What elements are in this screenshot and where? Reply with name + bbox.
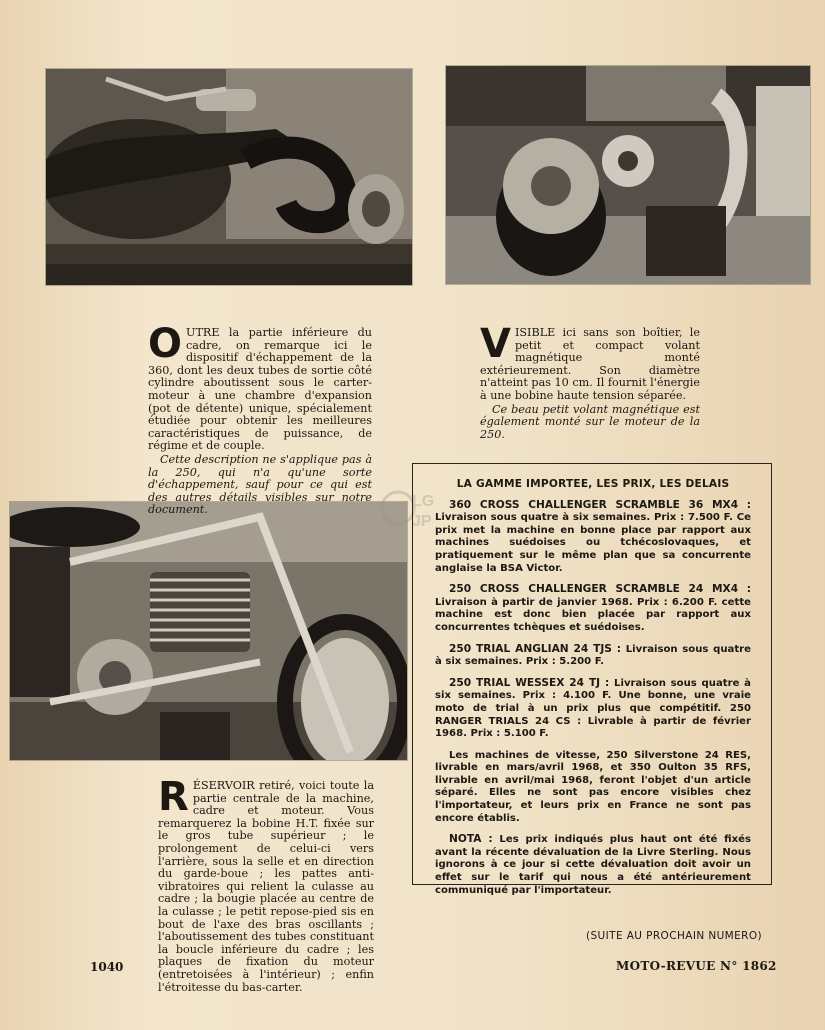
caption-frame-body: RÉSERVOIR retiré, voici toute la partie centrale de la machine, cadre et moteur. Vous remarquerez la bobine H.T. fixée sur le gros tube supérieur ; le prolongement de celui-ci vers l'arrière, sous la selle et en direction du garde-boue ; les pattes anti-vibratoires qui relient la culasse au cadre ; la bougie placée au centre de la culasse ; le petit repose-pied sis en bout de l'axe des bras oscillants ; l'aboutissement des tubes constituant la boucle inférieure du cadre ; les plaques de fixation du moteur (entretoisées à l'intérieur) ; enfin l'étroitesse du bas-carter. <box>158 774 374 994</box>
continued-notice: (SUITE AU PROCHAIN NUMERO) <box>586 930 763 942</box>
caption-exhaust-note: Cette description ne s'applique pas à la 250, qui n'a qu'une sorte d'échappement, sauf pour ce qui est des autres détails visibles sur notre document. <box>148 452 372 517</box>
caption-exhaust-body: OUTRE la partie inférieure du cadre, on remarque ici le dispositif d'échappement de la 360, dont les deux tubes de sortie côté cylindre aboutissent sous le carter-moteur à une chambre d'expansion (pot de détente) unique, spécialement étudiée pour obtenir les meilleures caractéristiques de puissance, de régime et de couple. <box>148 321 372 453</box>
price-box-title: LA GAMME IMPORTEE, LES PRIX, LES DELAIS <box>456 478 730 490</box>
photo-frame-engine <box>10 502 407 760</box>
caption-magneto <box>480 321 700 441</box>
caption-frame <box>158 774 374 994</box>
photo-exhaust <box>46 69 412 285</box>
magazine-issue: MOTO-REVUE N° 1862 <box>616 959 777 973</box>
page-number: 1040 <box>90 960 124 974</box>
caption-magneto-body: VISIBLE ici sans son boîtier, le petit et compact volant magnétique monté extérieurement. Son diamètre n'atteint pas 10 cm. Il fournit l'énergie à une bobine haute tension séparée. <box>480 321 700 402</box>
price-item: 250 TRIAL WESSEX 24 TJ : Livraison sous quatre à six semaines. Prix : 4.100 F. Une bonne, une vraie moto de trial à un prix plus que compétitif. 250 RANGER TRIALS 24 CS : Livrable à partir de février 1968. Prix : 5.100 F. <box>435 676 751 740</box>
dropcap: R <box>158 774 189 820</box>
price-box <box>412 463 772 896</box>
caption-exhaust <box>148 321 372 517</box>
dropcap: V <box>480 321 511 367</box>
svg-text:LG: LG <box>412 493 435 510</box>
photo-magneto <box>446 66 810 284</box>
caption-magneto-note: Ce beau petit volant magnétique est également monté sur le moteur de la 250. <box>480 402 700 441</box>
svg-text:JP: JP <box>412 513 432 530</box>
dropcap: O <box>148 321 183 367</box>
price-item: 250 TRIAL ANGLIAN 24 TJS : Livraison sous quatre à six semaines. Prix : 5.200 F. <box>435 642 751 668</box>
price-note: NOTA : Les prix indiqués plus haut ont été fixés avant la récente dévaluation de la Livre Sterling. Nous ignorons à ce jour si cette dévaluation doit avoir un effet sur le tarif qui nous a été antérieurement communiqué par l'importateur. <box>435 833 751 896</box>
price-item: Les machines de vitesse, 250 Silverstone 24 RES, livrable en mars/avril 1968, et 350 Oulton 35 RFS, livrable en avril/mai 1968, feront l'objet d'un article séparé. Elles ne sont pas encore visibles chez l'importateur, et leurs prix en France ne sont pas encore établis. <box>435 749 751 824</box>
price-item: 360 CROSS CHALLENGER SCRAMBLE 36 MX4 : Livraison sous quatre à six semaines. Prix : 7.500 F. Ce prix met la machine en bonne place par rapport aux machines suédoises ou tchécoslovaques, et pratiquement sur le même plan que sa concurrente anglaise la BSA Victor. <box>435 498 751 574</box>
price-item: 250 CROSS CHALLENGER SCRAMBLE 24 MX4 : Livraison à partir de janvier 1968. Prix : 6.200 F. cette machine est donc bien placée par rapport aux concurrentes tchèques et suédoises. <box>435 583 751 633</box>
